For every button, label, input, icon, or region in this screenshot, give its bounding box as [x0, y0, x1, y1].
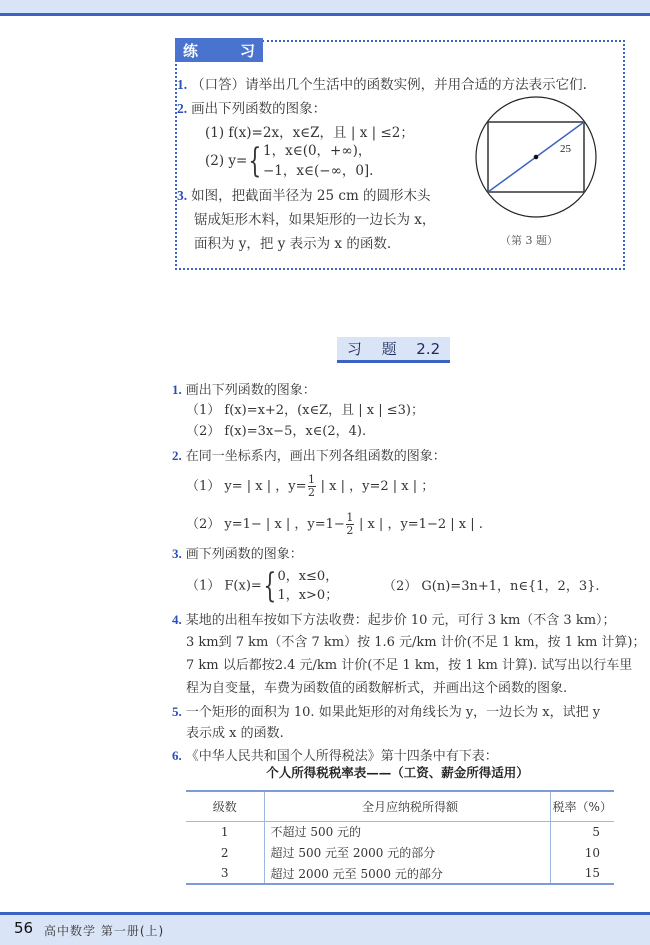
practice-item-1: [177, 73, 587, 97]
piecewise-cases: [277, 567, 338, 605]
circle-rectangle-figure: [474, 95, 599, 225]
item-number: 4.: [172, 612, 182, 627]
exercise-q1: [172, 380, 316, 401]
exercise-q2-sub-2: [186, 512, 483, 537]
case-1: 1，x∈(0，+∞)，: [263, 143, 372, 159]
practice-item-2-sub-2: [205, 141, 373, 181]
brace-icon: {: [263, 566, 277, 606]
page-number: 56: [14, 919, 34, 937]
practice-item-3-line-3: 面积为 y，把 y 表示为 x 的函数.: [194, 236, 392, 252]
item-text: 一个矩形的面积为 10. 如果此矩形的对角线长为 y，一边长为 x，试把 y: [185, 705, 601, 720]
cell-rate: 15: [550, 863, 614, 884]
exercise-q2-sub-1: [186, 474, 434, 499]
exercise-q3: [172, 544, 303, 565]
header-rule: [0, 13, 650, 16]
cell-rate: 10: [584, 845, 600, 860]
title-part: 题: [381, 340, 397, 358]
item-text: 某地的出租车按如下方法收费：起步价 10 元，可行 3 km（不含 3 km）；: [185, 613, 616, 628]
figure-caption: （第 3 题）: [500, 234, 558, 247]
item-number: 2.: [177, 101, 188, 116]
item-text: 画出下列函数的图象：: [191, 101, 327, 117]
cell-level: 3: [186, 863, 264, 884]
exercise-q5-line-2: 表示成 x 的函数.: [186, 726, 284, 741]
header-level: 级数: [186, 791, 264, 821]
header-income: 全月应纳税所得额: [264, 791, 550, 821]
item-text: （口答）请举出几个生活中的函数实例，并用合适的方法表示它们.: [191, 77, 587, 93]
item-number: 6.: [172, 748, 182, 763]
item-number: 3.: [172, 546, 182, 561]
table-row: [186, 863, 614, 884]
expr-part: （2） y=1− | x | ，y=1−: [186, 517, 345, 532]
cell-income: 超过 500 元至 2000 元的部分: [264, 842, 550, 863]
exercise-q1-sub-1: （1） f(x)=x+2，(x∈Z，且 | x | ≤3)；: [186, 403, 424, 418]
item-text: 在同一坐标系内，画出下列各组函数的图象：: [185, 449, 446, 464]
cell-level: 1: [186, 821, 264, 842]
cell-rate: 5: [592, 824, 600, 839]
cell-income: 不超过 500 元的: [264, 821, 550, 842]
case-2: −1，x∈(−∞，0].: [263, 163, 374, 179]
cell-income: 超过 2000 元至 5000 元的部分: [264, 863, 550, 884]
practice-tag-char-2: 习: [239, 41, 255, 60]
tax-table-title: 个人所得税税率表——（工资、薪金所得适用）: [266, 765, 529, 780]
cell-level: 2: [186, 842, 264, 863]
case-1: 0，x≤0，: [277, 569, 339, 584]
header-band: [0, 0, 650, 14]
exercise-q3-sub-2: （2） G(n)=3n+1，n∈{1，2，3}.: [383, 579, 600, 594]
exercise-q2: [172, 446, 446, 467]
title-part: 习: [346, 340, 362, 358]
practice-item-2: [177, 97, 326, 121]
table-header-row: [186, 791, 614, 821]
item-text: 画出下列函数的图象：: [185, 383, 316, 398]
book-title: 高中数学 第一册(上): [44, 924, 165, 938]
exercise-q4-line-3: 7 km 以后都按2.4 元/km 计价(不足 1 km，按 1 km 计算). 试写出以行车里: [186, 658, 633, 673]
exercise-q1-sub-2: （2） f(x)=3x−5，x∈(2，4).: [186, 424, 367, 439]
table-row: [186, 842, 614, 863]
fraction-one-half: [308, 474, 316, 499]
exercise-q3-sub-1: [186, 567, 338, 605]
case-2: 1，x>0；: [277, 588, 339, 603]
exercise-q5-line-1: [172, 701, 600, 724]
item-number: 5.: [172, 704, 182, 719]
item-text: 如图，把截面半径为 25 cm 的圆形木头: [191, 188, 431, 204]
title-part: 2.2: [416, 339, 441, 358]
expr-part: | x | ，y=1−2 | x | .: [354, 517, 483, 532]
expr-part: （1） y= | x | ，y=: [186, 479, 307, 494]
table-row: [186, 821, 614, 842]
practice-item-3-line-2: 锯成矩形木料，如果矩形的一边长为 x，: [194, 212, 436, 228]
practice-box-top-border: [262, 40, 625, 42]
sub-prefix: (2) y=: [205, 153, 248, 169]
sub-prefix: （1） F(x)=: [186, 578, 262, 594]
numerator: 1: [346, 511, 354, 524]
exercise-q4-line-1: [172, 609, 616, 632]
practice-item-3-line-1: [177, 184, 431, 208]
header-rate: 税率（%）: [550, 791, 614, 821]
exercise-q4-line-2: 3 km到 7 km（不含 7 km）按 1.6 元/km 计价(不足 1 km，按 1 km 计算)；: [186, 635, 646, 650]
item-number: 1.: [177, 77, 188, 92]
denominator: 2: [346, 524, 354, 537]
numerator: 1: [308, 473, 315, 486]
item-text: 画下列函数的图象：: [185, 547, 303, 562]
item-text: 《中华人民共和国个人所得税法》第十四条中有下表：: [185, 749, 498, 764]
brace-icon: {: [248, 141, 262, 181]
practice-tag-char-1: 练: [183, 41, 199, 60]
tax-rate-table: [186, 790, 614, 885]
item-number: 1.: [172, 382, 182, 397]
expr-part: | x | ，y=2 | x | ；: [316, 479, 435, 494]
practice-tag: [175, 38, 263, 62]
exercise-q4-line-4: 程为自变量，车费为函数值的函数解析式，并画出这个函数的图象.: [186, 681, 568, 696]
item-number: 2.: [172, 448, 182, 463]
exercise-title: [337, 337, 450, 363]
piecewise-cases: [263, 141, 373, 181]
fraction-one-half: [346, 512, 354, 537]
item-number: 3.: [177, 188, 188, 203]
denominator: 2: [308, 486, 315, 499]
radius-label: 25: [560, 143, 571, 155]
practice-item-2-sub-1: (1) f(x)=2x，x∈Z，且 | x | ≤2；: [205, 125, 414, 141]
